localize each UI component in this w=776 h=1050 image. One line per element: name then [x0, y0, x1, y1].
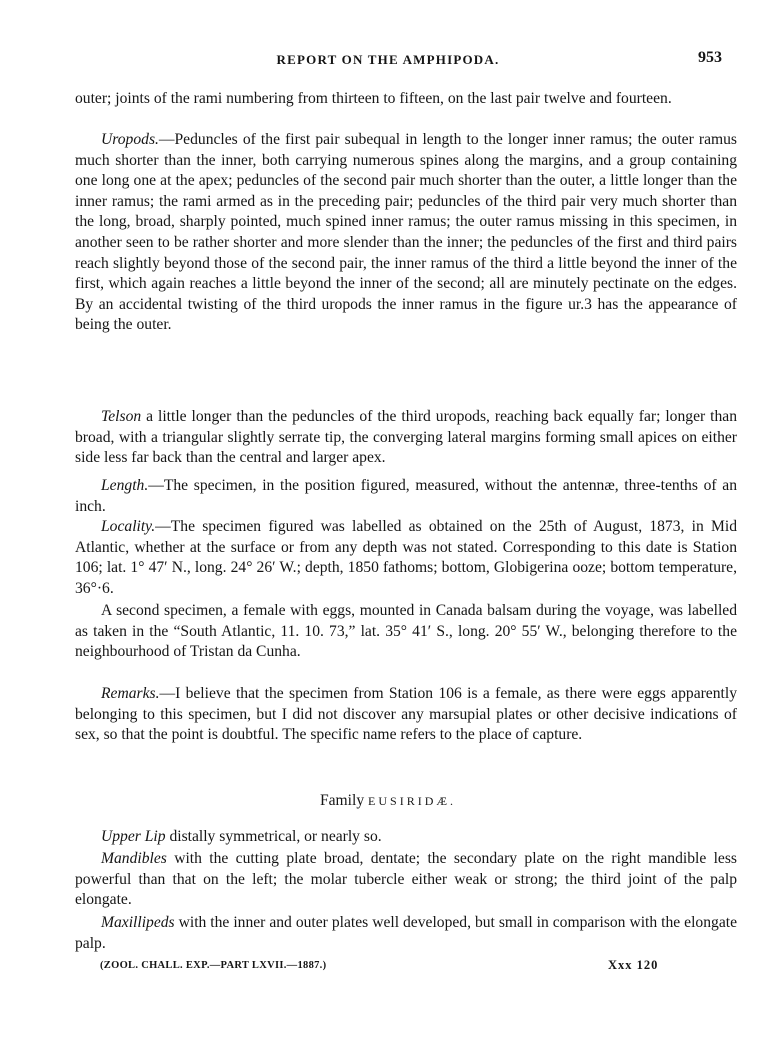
paragraph-upper-lip — [75, 827, 737, 848]
paragraph-continuation — [75, 89, 737, 110]
paragraph-text: —I believe that the specimen from Station 106 is a female, as there were eggs apparently belonging to this specimen, but I did not discover any marsupial plates or other decisive indications of sex, so that the point is doubtful. The specific name refers to the place of capture. — [75, 685, 737, 744]
paragraph-remarks — [75, 684, 737, 746]
paragraph-text: with the inner and outer plates well developed, but small in comparison with the elongate palp. — [75, 914, 737, 952]
paragraph-telson — [75, 407, 737, 469]
paragraph-lead: Length. — [101, 477, 149, 494]
paragraph-text: with the cutting plate broad, dentate; the secondary plate on the right mandible less powerful than that on the left; the molar tubercle either weak or strong; the third joint of the palp elongate. — [75, 850, 737, 909]
paragraph-lead: Telson — [101, 408, 142, 425]
family-prefix: Family — [319, 792, 365, 809]
paragraph-mandibles — [75, 849, 737, 911]
paragraph-lead: Maxillipeds — [101, 914, 175, 931]
paragraph-second-specimen — [75, 601, 737, 663]
paragraph-locality — [75, 517, 737, 599]
paragraph-length — [75, 476, 737, 517]
running-header-title: REPORT ON THE AMPHIPODA. — [276, 52, 500, 67]
paragraph-lead: Upper Lip — [101, 828, 166, 845]
paragraph-text: outer; joints of the rami numbering from thirteen to fifteen, on the last pair twelve and fourteen. — [75, 90, 672, 107]
paragraph-text: a little longer than the peduncles of the third uropods, reaching back equally far; longer than broad, with a triangular slightly serrate tip, the converging lateral margins forming small apices on either side less far back than the central and larger apex. — [75, 408, 737, 467]
paragraph-text: —The specimen, in the position figured, measured, without the antennæ, three-tenths of an inch. — [75, 477, 737, 515]
paragraph-lead: Remarks. — [101, 685, 160, 702]
paragraph-text: distally symmetrical, or nearly so. — [165, 828, 382, 845]
footer-signature-note: (ZOOL. CHALL. EXP.—PART LXVII.—1887.) — [100, 960, 327, 971]
paragraph-text: —Peduncles of the first pair subequal in length to the longer inner ramus; the outer ramus much shorter than the inner, both carrying numerous spines along the margins, and a group containing one long one at the apex; peduncles of the second pair much shorter than the outer, a little longer than the inner ramus; the rami armed as in the preceding pair; peduncles of the third pair very much shorter than the long, broad, sharply pointed, much spined inner ramus; the outer ramus missing in this specimen, in another seen to be rather shorter and more slender than the inner; the peduncles of the first and third pairs reach slightly beyond those of the second pair, the inner ramus of the third a little beyond the inner of the first, which again reaches a little beyond the inner of the second; all are minutely pectinate on the edges. By an accidental twisting of the third uropods the inner ramus in the figure ur.3 has the appearance of being the outer. — [75, 131, 737, 334]
paragraph-text: A second specimen, a female with eggs, mounted in Canada balsam during the voyage, was labelled as taken in the “South Atlantic, 11. 10. 73,” lat. 35° 41′ S., long. 20° 55′ W., belonging therefore to the neighbourhood of Tristan da Cunha. — [75, 602, 737, 661]
family-name: EUSIRIDÆ. — [368, 794, 457, 808]
paragraph-lead: Uropods. — [101, 131, 159, 148]
paragraph-maxillipeds — [75, 913, 737, 954]
paragraph-lead: Mandibles — [101, 850, 167, 867]
paragraph-text: —The specimen figured was labelled as obtained on the 25th of August, 1873, in Mid Atlantic, whether at the surface or from any depth was not stated. Corresponding to this date is Station 106; lat. 1° 47′ N., long. 24° 26′ W.; depth, 1850 fathoms; bottom, Globigerina ooze; bottom temperature, 36°·6. — [75, 518, 737, 597]
footer-signature-mark: Xxx 120 — [608, 958, 659, 972]
page-number: 953 — [698, 49, 722, 66]
family-heading — [0, 792, 776, 810]
paragraph-lead: Locality. — [101, 518, 156, 535]
paragraph-uropods — [75, 130, 737, 336]
